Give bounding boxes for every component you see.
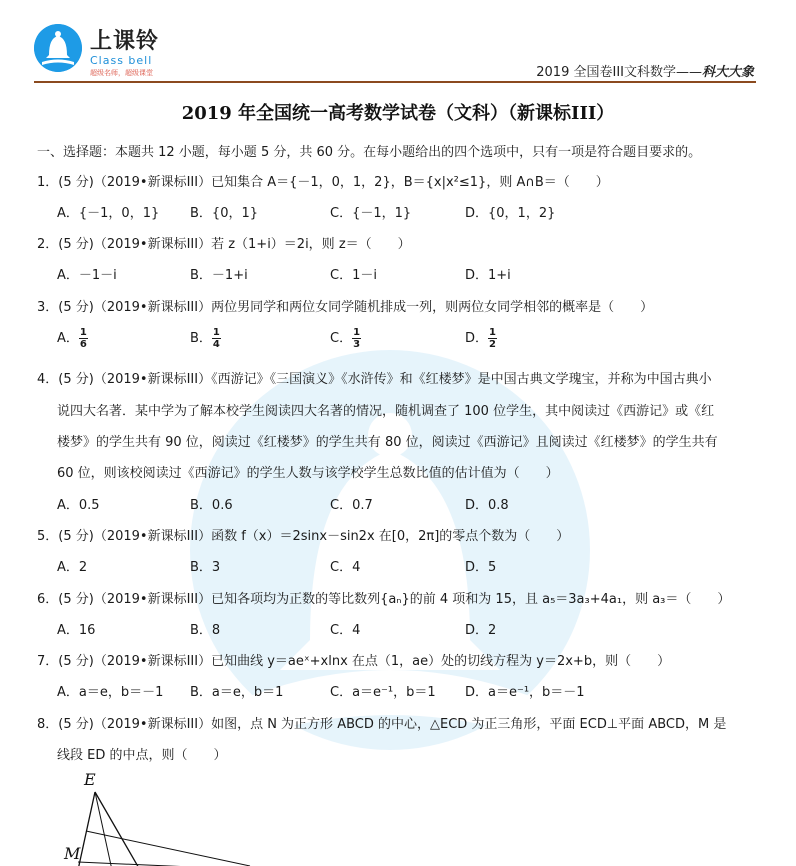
q3-option-d xyxy=(465,327,497,350)
q5-option-b: B．3 xyxy=(190,560,221,575)
fraction-numerator: 1 xyxy=(212,327,220,338)
fraction-denominator: 4 xyxy=(212,339,220,350)
q3-option-c xyxy=(330,327,361,350)
question-4-line-1: 4．(5 分)（2019•新课标III）《西游记》《三国演义》《水浒传》和《红楼梦》是中国古典文学瑰宝，并称为中国古典小 xyxy=(37,372,712,387)
question-4-line-3: 楼梦》的学生共有 90 位，阅读过《红楼梦》的学生共有 80 位，阅读过《西游记》且阅读过《红楼梦》的学生共有 xyxy=(57,435,718,450)
q3-option-b-label: B． xyxy=(190,331,212,346)
q4-option-b: B．0.6 xyxy=(190,498,233,513)
logo-slogan: 超级名师，超级课堂 xyxy=(90,69,153,77)
q7-option-a: A．a＝e，b＝－1 xyxy=(57,685,164,700)
label-m: M xyxy=(64,844,81,863)
label-e: E xyxy=(84,770,96,789)
q2-option-a: A．－1－i xyxy=(57,268,117,283)
q1-option-c: C．{－1，1} xyxy=(330,206,412,221)
question-1: 1．(5 分)（2019•新课标III）已知集合 A＝{－1，0，1，2}，B＝{x|x²≤1}，则 A∩B＝（ ） xyxy=(37,175,609,190)
question-8-line-2: 线段 ED 的中点，则（ ） xyxy=(57,748,227,763)
q6-option-c: C．4 xyxy=(330,623,361,638)
q3-option-b xyxy=(190,327,221,350)
fraction-numerator: 1 xyxy=(79,327,87,338)
question-4-line-4: 60 位，则该校阅读过《西游记》的学生人数与该学校学生总数比值的估计值为（ ） xyxy=(57,466,559,481)
brand-name: 科大大象 xyxy=(701,65,754,80)
q3-option-a xyxy=(57,327,88,350)
fraction-numerator: 1 xyxy=(353,327,361,338)
q3-option-a-fraction xyxy=(79,327,88,350)
q3-option-c-label: C． xyxy=(330,331,353,346)
q5-option-a: A．2 xyxy=(57,560,88,575)
q2-option-d: D．1+i xyxy=(465,268,511,283)
q6-option-d: D．2 xyxy=(465,623,497,638)
header-doc-label xyxy=(536,61,754,80)
bell-logo-icon xyxy=(34,24,82,72)
q4-option-a: A．0.5 xyxy=(57,498,100,513)
q1-option-b: B．{0，1} xyxy=(190,206,259,221)
question-7: 7．(5 分)（2019•新课标III）已知曲线 y＝aeˣ+xlnx 在点（1，ae）处的切线方程为 y＝2x+b，则（ ） xyxy=(37,654,671,669)
q6-option-a: A．16 xyxy=(57,623,96,638)
question-8-line-1: 8．(5 分)（2019•新课标III）如图，点 N 为正方形 ABCD 的中心，△ECD 为正三角形，平面 ECD⊥平面 ABCD，M 是 xyxy=(37,717,727,732)
header-divider xyxy=(34,81,756,83)
q2-option-c: C．1－i xyxy=(330,268,377,283)
q4-option-c: C．0.7 xyxy=(330,498,373,513)
question-6: 6．(5 分)（2019•新课标III）已知各项均为正数的等比数列{aₙ}的前 4 项和为 15，且 a₅＝3a₃+4a₁，则 a₃＝（ ） xyxy=(37,592,731,607)
q5-option-c: C．4 xyxy=(330,560,361,575)
fraction-denominator: 3 xyxy=(353,339,361,350)
question-2: 2．(5 分)（2019•新课标III）若 z（1+i）＝2i，则 z＝（ ） xyxy=(37,237,411,252)
q3-option-d-label: D． xyxy=(465,331,489,346)
fraction-denominator: 6 xyxy=(79,339,87,350)
q7-option-b: B．a＝e，b＝1 xyxy=(190,685,284,700)
fraction-denominator: 2 xyxy=(489,339,496,350)
fraction-numerator: 1 xyxy=(489,327,496,338)
q6-option-b: B．8 xyxy=(190,623,221,638)
logo-english-name: Class bell xyxy=(90,54,153,67)
doc-label: 2019 全国卷III文科数学—— xyxy=(536,65,702,80)
logo-name: 上课铃 xyxy=(90,29,160,54)
q4-option-d: D．0.8 xyxy=(465,498,509,513)
q7-option-d: D．a＝e⁻¹，b＝－1 xyxy=(465,685,585,700)
question-4-line-2: 说四大名著．某中学为了解本校学生阅读四大名著的情况，随机调查了 100 位学生，其中阅读过《西游记》或《红 xyxy=(57,404,715,419)
exam-title: 2019 年全国统一高考数学试卷（文科）（新课标III） xyxy=(181,103,615,124)
q2-option-b: B．－1+i xyxy=(190,268,248,283)
q3-option-d-fraction xyxy=(488,327,497,350)
q3-option-b-fraction xyxy=(212,327,221,350)
q5-option-d: D．5 xyxy=(465,560,497,575)
question-5: 5．(5 分)（2019•新课标III）函数 f（x）＝2sinx－sin2x 在[0，2π]的零点个数为（ ） xyxy=(37,529,570,544)
q7-option-c: C．a＝e⁻¹，b＝1 xyxy=(330,685,436,700)
q1-option-a: A．{－1，0，1} xyxy=(57,206,160,221)
section-instruction: 一、选择题：本题共 12 小题，每小题 5 分，共 60 分。在每小题给出的四个选项中，只有一项是符合题目要求的。 xyxy=(37,145,702,160)
q3-option-a-label: A． xyxy=(57,331,79,346)
q1-option-d: D．{0，1，2} xyxy=(465,206,556,221)
q3-option-c-fraction xyxy=(352,327,361,350)
geometry-figure xyxy=(50,770,280,866)
question-3: 3．(5 分)（2019•新课标III）两位男同学和两位女同学随机排成一列，则两位女同学相邻的概率是（ ） xyxy=(37,300,654,315)
